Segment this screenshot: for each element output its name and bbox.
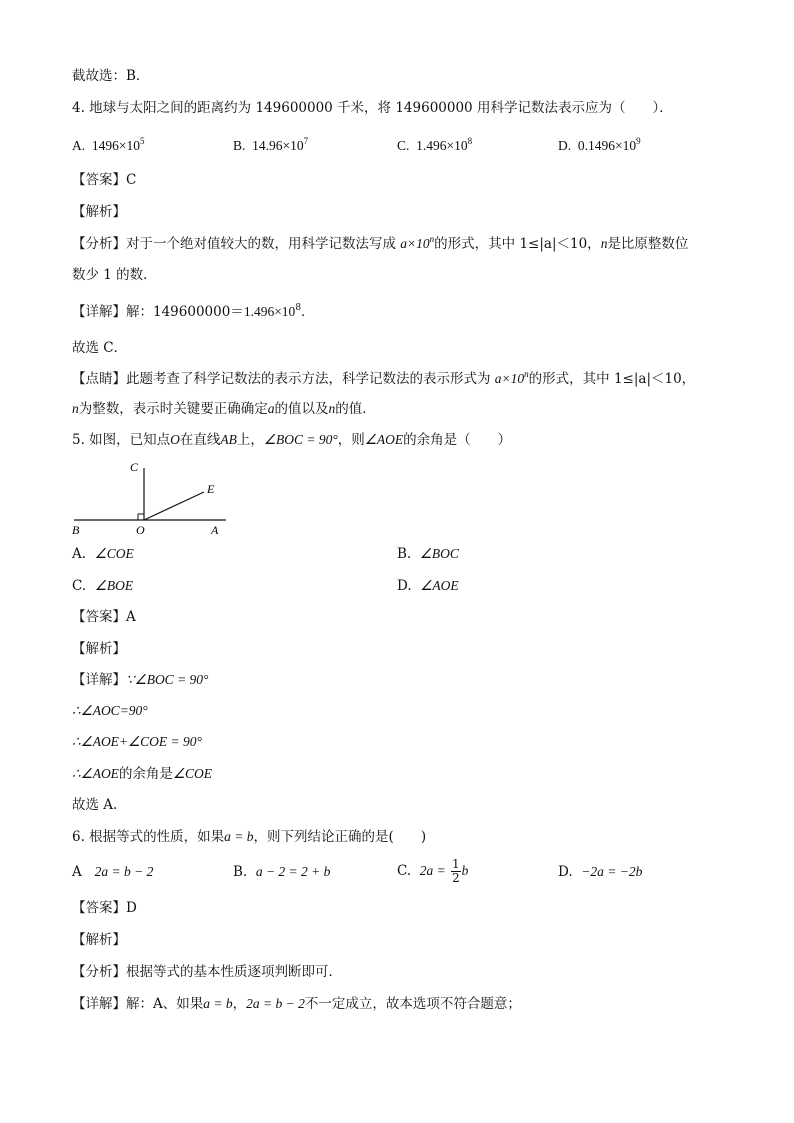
q6-xiangjie: 【详解】解：A、如果a = b，2a = b − 2不一定成立，故本选项不符合题意； xyxy=(72,996,521,1012)
q6-analysis-heading: 【解析】 xyxy=(72,932,126,948)
q5-conclusion: 故选 A. xyxy=(72,797,118,813)
q5-step1: ∴∠AOC=90° xyxy=(72,703,148,718)
q6-option-d: D. −2a = −2b xyxy=(558,864,643,880)
q4-answer: 【答案】C xyxy=(72,172,137,188)
q4-option-b: B. $14.96\times 10^7$ xyxy=(233,136,309,153)
q6-option-c: C. 2a = $\frac{1}{2}$ b xyxy=(397,857,469,885)
label-b: B xyxy=(72,523,80,537)
q4-option-a: A. $1496\times 10^5$ xyxy=(72,136,145,153)
q4-fenxi-line1: 【分析】对于一个绝对值较大的数，用科学记数法写成 $a\times 10^n$的形式，其中 1≤|a|＜10，n是比原整数位 xyxy=(72,234,689,252)
q6-stem: 6. 根据等式的性质，如果a = b，则下列结论正确的是( ) xyxy=(72,829,427,845)
fraction-one-half: $\frac{1}{2}$ xyxy=(452,857,460,885)
q5-option-a: A. ∠COE xyxy=(72,546,134,562)
label-o: O xyxy=(136,523,145,537)
label-e: E xyxy=(207,482,215,496)
q6-option-a: A 2a = b − 2 xyxy=(72,864,154,880)
angle-figure xyxy=(70,456,240,538)
q6-answer: 【答案】D xyxy=(72,900,137,916)
q6-option-b: B. a − 2 = 2 + b xyxy=(233,864,331,880)
q6-fenxi: 【分析】根据等式的基本性质逐项判断即可． xyxy=(72,964,342,980)
label-a: A xyxy=(211,523,219,537)
q5-step2: ∴∠AOE+∠COE = 90° xyxy=(72,734,202,749)
q4-stem: 4. 地球与太阳之间的距离约为 149600000 千米，将 149600000 用科学记数法表示应为（ ）． xyxy=(72,100,673,116)
q5-option-c: C. ∠BOE xyxy=(72,578,134,594)
q4-xiangjie: 【详解】解：$149600000=1.496\times 10^8$． xyxy=(72,303,315,320)
q5-stem: 5. 如图，已知点O在直线AB上，∠BOC = 90°，则∠AOE的余角是（ ） xyxy=(72,432,512,448)
q4-analysis-heading: 【解析】 xyxy=(72,204,126,220)
q4-dianjing-line2: n为整数，表示时关键要正确确定a的值以及n的值． xyxy=(72,401,376,417)
q4-dianjing-line1: 【点睛】此题考查了科学记数法的表示方法，科学记数法的表示形式为 $a\times 10^n$的形式，其中 1≤|a|＜10， xyxy=(72,369,696,387)
q4-option-d: D. $0.1496\times 10^9$ xyxy=(558,136,641,153)
q4-conclusion: 故选 C． xyxy=(72,340,128,356)
q4-option-c: C. $1.496\times 10^8$ xyxy=(397,136,473,153)
q5-step3: ∴∠AOE的余角是∠COE xyxy=(72,766,213,782)
q5-option-d: D. ∠AOE xyxy=(397,578,459,594)
q5-option-b: B. ∠BOC xyxy=(397,546,459,562)
ray-oe xyxy=(144,492,204,520)
q5-analysis-heading: 【解析】 xyxy=(72,641,126,657)
q5-answer: 【答案】A xyxy=(72,609,136,625)
q4-fenxi-line2: 数少 1 的数． xyxy=(72,267,157,283)
right-angle-mark xyxy=(138,514,144,520)
label-c: C xyxy=(130,460,139,474)
q5-xiangjie: 【详解】∵∠BOC = 90° xyxy=(72,672,209,688)
prev-conclusion: 截故选：B． xyxy=(72,68,150,84)
